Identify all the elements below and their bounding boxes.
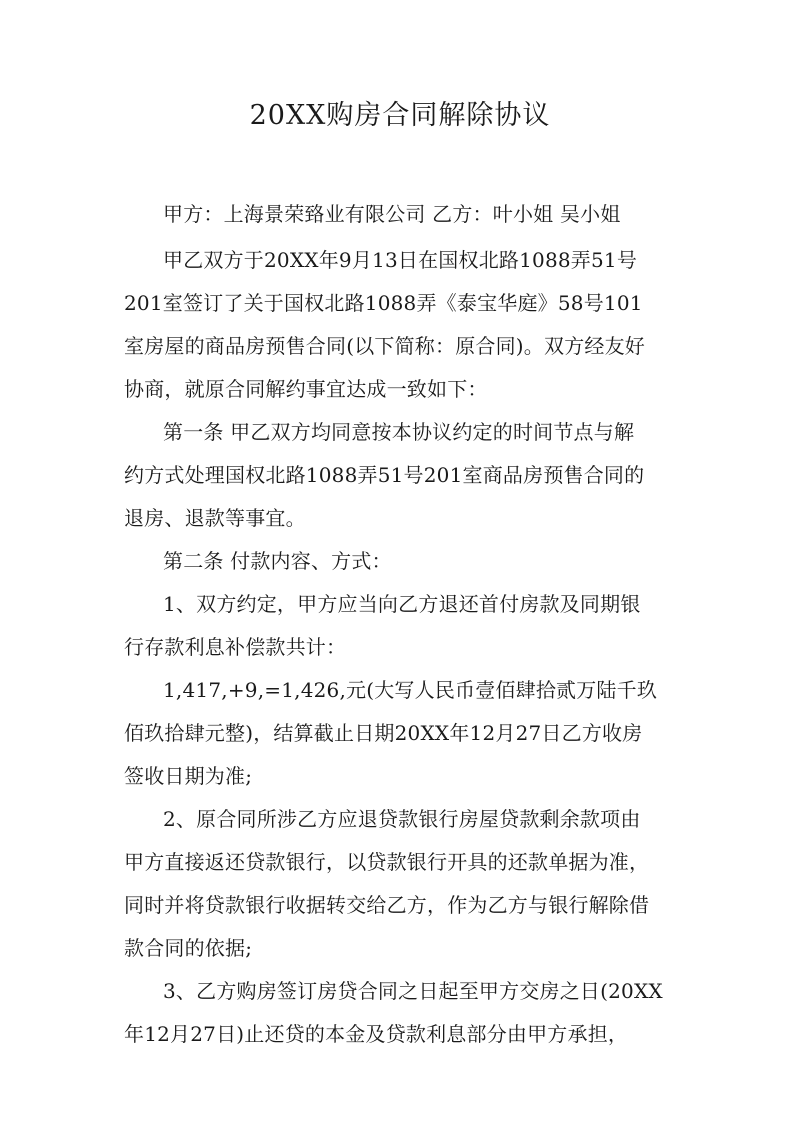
clause-1-line: 1、双方约定，甲方应当向乙方退还首付房款及同期银 bbox=[163, 592, 641, 616]
clause-2-line: 同时并将贷款银行收据转交给乙方，作为乙方与银行解除借 bbox=[124, 893, 650, 917]
clause-2-line: 甲方直接返还贷款银行，以贷款银行开具的还款单据为准， bbox=[124, 850, 650, 874]
clause-3-line: 年12月27日)止还贷的本金及贷款利息部分由甲方承担， bbox=[124, 1022, 629, 1046]
clause-1-line: 行存款利息补偿款共计： bbox=[124, 635, 347, 659]
amount-line: 佰玖拾肆元整)，结算截止日期20XX年12月27日乙方收房 bbox=[124, 721, 643, 745]
article-1-line: 约方式处理国权北路1088弄51号201室商品房预售合同的 bbox=[124, 463, 645, 487]
clause-2-line: 款合同的依据; bbox=[124, 936, 253, 960]
paragraph-line: 室房屋的商品房预售合同(以下简称：原合同)。双方经友好 bbox=[124, 334, 646, 358]
paragraph-line: 201室签订了关于国权北路1088弄《泰宝华庭》58号101 bbox=[124, 291, 643, 315]
amount-line: 1,417,+9,=1,426,元(大写人民币壹佰肆拾贰万陆千玖 bbox=[163, 678, 658, 702]
amount-line: 签收日期为准; bbox=[124, 764, 253, 788]
paragraph-line: 协商，就原合同解约事宜达成一致如下： bbox=[124, 377, 488, 401]
document-title: 20XX购房合同解除协议 bbox=[249, 100, 551, 131]
paragraph-line: 甲乙双方于20XX年9月13日在国权北路1088弄51号 bbox=[163, 248, 638, 272]
clause-3-line: 3、乙方购房签订房贷合同之日起至甲方交房之日(20XX bbox=[163, 979, 663, 1003]
article-1-line: 退房、退款等事宜。 bbox=[124, 506, 306, 530]
clause-2-line: 2、原合同所涉乙方应退贷款银行房屋贷款剩余款项由 bbox=[163, 807, 641, 831]
article-1-line: 第一条 甲乙双方均同意按本协议约定的时间节点与解 bbox=[163, 420, 635, 444]
article-2-heading: 第二条 付款内容、方式： bbox=[163, 549, 392, 573]
parties-line: 甲方：上海景荣臵业有限公司 乙方：叶小姐 吴小姐 bbox=[163, 202, 621, 226]
